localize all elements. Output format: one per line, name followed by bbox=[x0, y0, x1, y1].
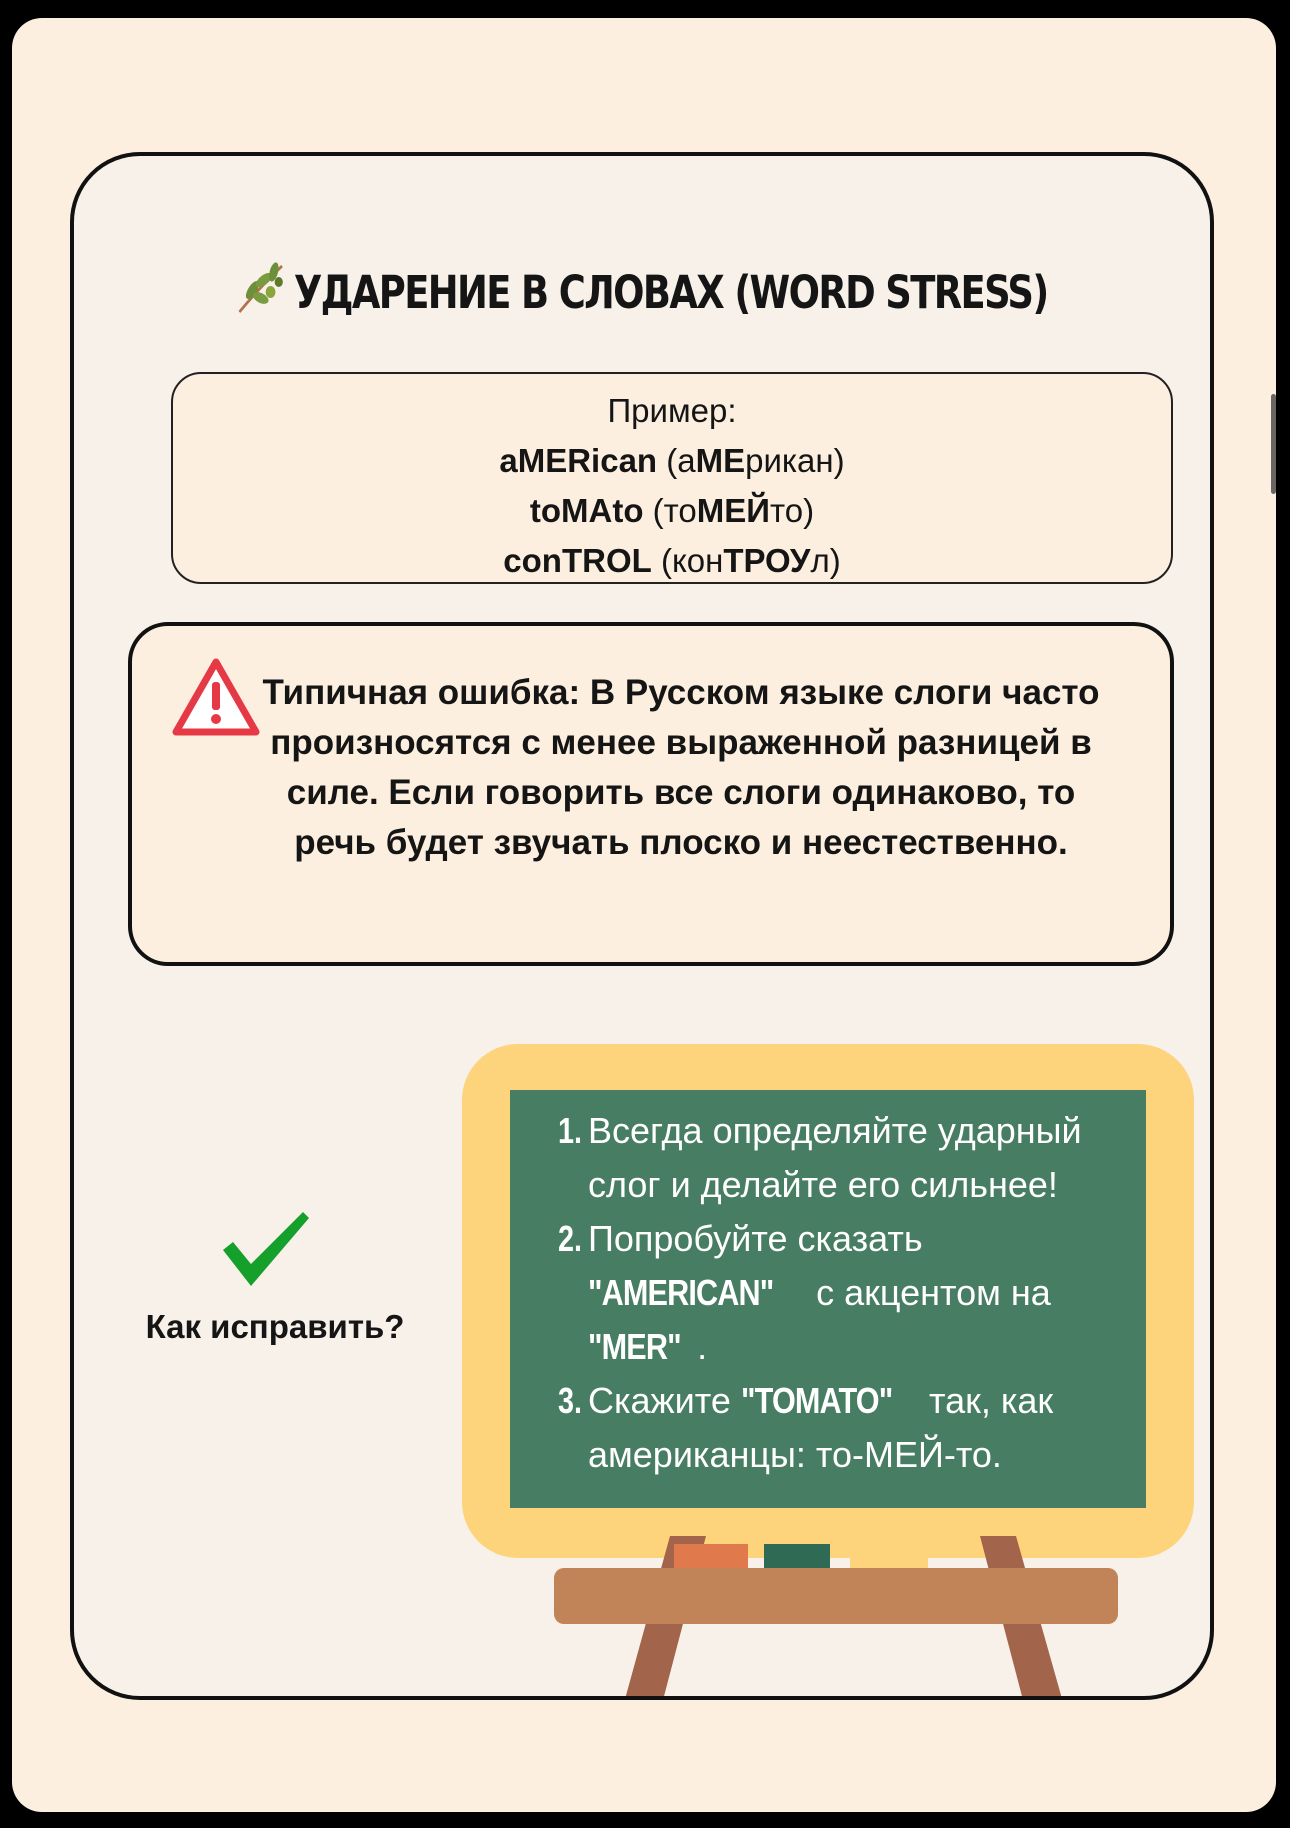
example-word: aMERican bbox=[499, 442, 658, 479]
warning-text: Типичная ошибка: В Русском языке слоги часто произносятся с менее выраженной разницей в силе. Если говорить все слоги одинаково, то речь будет звучать плоско и неестественно. bbox=[262, 673, 1100, 862]
example-line bbox=[173, 436, 1171, 486]
title-text: УДАРЕНИЕ В СЛОВАХ (WORD STRESS) bbox=[293, 266, 1048, 319]
checkmark-icon bbox=[219, 1206, 311, 1290]
example-translit-start: (кон bbox=[651, 542, 724, 579]
page bbox=[12, 18, 1276, 1812]
scroll-indicator[interactable] bbox=[1271, 394, 1276, 494]
step-number: 3. bbox=[558, 1380, 583, 1421]
example-translit-end: л) bbox=[810, 542, 841, 579]
fix-step bbox=[558, 1212, 1116, 1374]
page-title bbox=[176, 260, 1108, 319]
step-number: 1. bbox=[558, 1110, 583, 1151]
step-text: Попробуйте сказать bbox=[588, 1218, 923, 1259]
sprig-icon bbox=[236, 260, 287, 316]
example-stressed: ТРОУ bbox=[723, 542, 811, 579]
example-translit-end: то) bbox=[770, 492, 815, 529]
example-word: toMAto bbox=[529, 492, 644, 529]
example-box bbox=[171, 372, 1173, 584]
step-emphasis: "MER" bbox=[588, 1326, 681, 1367]
step-text: . bbox=[697, 1326, 708, 1367]
example-word: conTROL bbox=[503, 542, 652, 579]
warning-box bbox=[128, 622, 1174, 966]
example-translit-start: (то bbox=[643, 492, 697, 529]
step-text: так, как американцы: то-МЕЙ-то. bbox=[588, 1380, 1054, 1475]
fix-step bbox=[558, 1374, 1116, 1482]
step-text: Всегда определяйте ударный слог и делайте его сильнее! bbox=[588, 1110, 1082, 1205]
example-line bbox=[173, 536, 1171, 586]
example-stressed: МЕ bbox=[695, 442, 746, 479]
step-number: 2. bbox=[558, 1218, 583, 1259]
fix-label: Как исправить? bbox=[145, 1308, 405, 1345]
fix-steps bbox=[558, 1104, 1116, 1482]
step-text: с акцентом на bbox=[806, 1272, 1051, 1313]
example-label: Пример: bbox=[607, 392, 737, 429]
chalkboard bbox=[510, 1090, 1146, 1508]
fix-step bbox=[558, 1104, 1116, 1212]
example-line bbox=[173, 486, 1171, 536]
step-emphasis: "AMERICAN" bbox=[588, 1272, 774, 1313]
example-stressed: МЕЙ bbox=[696, 492, 770, 529]
chalkboard-easel-illustration bbox=[550, 1536, 1210, 1700]
step-emphasis: "TOMATO" bbox=[740, 1380, 893, 1421]
example-translit-end: рикан) bbox=[745, 442, 845, 479]
step-text: Скажите bbox=[588, 1380, 741, 1421]
lesson-card bbox=[70, 152, 1214, 1700]
example-translit-start: (а bbox=[657, 442, 696, 479]
